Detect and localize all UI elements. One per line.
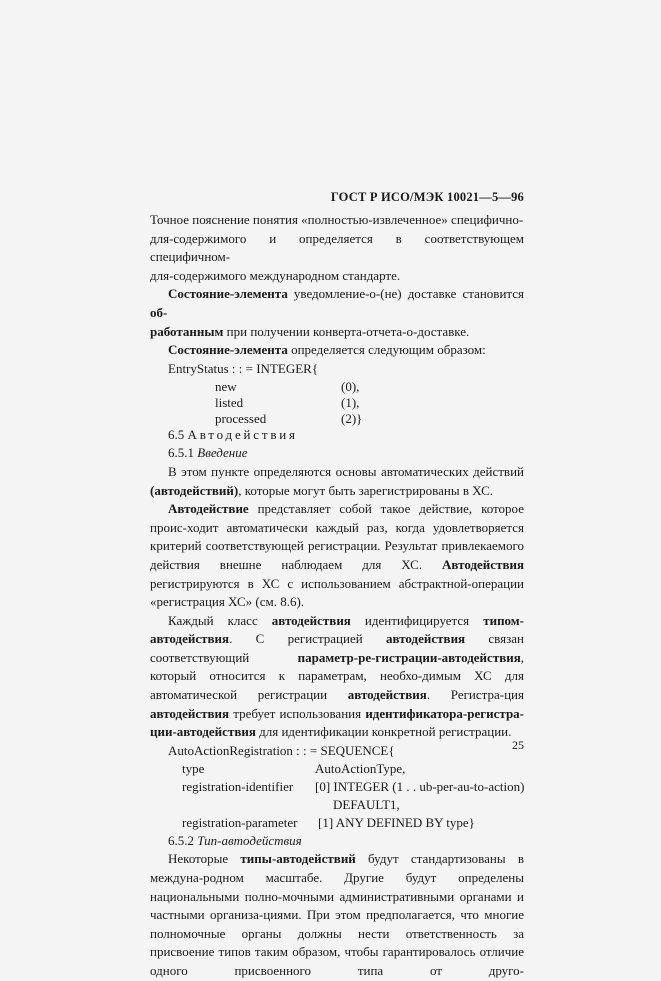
text: регистрируются в ХС с использованием абстрактной-операции «регистрация ХС» (см. 8.6). xyxy=(150,575,524,610)
section-title: Введение xyxy=(197,445,248,461)
term: параметр-ре-гистрации-автодействия xyxy=(297,649,521,665)
term: об- xyxy=(150,304,168,320)
term: (автодействий) xyxy=(150,482,239,498)
code-text: EntryStatus : : = INTEGER{ xyxy=(168,360,319,376)
entry-status-row xyxy=(150,394,524,410)
code-value: (1), xyxy=(341,394,360,410)
code-value: AutoActionType, xyxy=(315,760,406,776)
entry-status-row xyxy=(150,410,524,426)
body-text xyxy=(150,211,524,981)
term: идентификатора-регистра-ции-автодействия xyxy=(150,705,524,740)
text: Каждый класс xyxy=(168,612,272,628)
paragraph-3 xyxy=(150,341,524,360)
registration-row xyxy=(150,760,524,778)
registration-decl xyxy=(150,742,524,760)
text: при получении конверта-отчета-о-доставке. xyxy=(223,323,470,339)
entry-status-row xyxy=(150,378,524,394)
entry-status-decl xyxy=(150,360,524,378)
section-heading-6-5-1 xyxy=(150,444,524,463)
section-heading-6-5 xyxy=(150,426,524,445)
code-value: DEFAULT1, xyxy=(333,796,400,812)
term: типом-автодействия xyxy=(150,612,524,647)
paragraph-1 xyxy=(150,211,524,285)
text: уведомление-о-(не) доставке становится xyxy=(287,286,524,302)
code-name: new xyxy=(215,378,237,394)
term: Состояние-элемента xyxy=(168,286,288,302)
code-value: [1] ANY DEFINED BY type} xyxy=(318,814,475,830)
section-title: Автодействия xyxy=(187,426,298,442)
standard-header: ГОСТ Р ИСО/МЭК 10021—5—96 xyxy=(330,190,524,204)
text: . Регистра-ция xyxy=(426,687,524,703)
code-value: (0), xyxy=(341,378,360,394)
text: , который относится к параметрам, необхо-димым ХС для автоматической регистрации xyxy=(150,649,524,703)
line: для-содержимого международном стандарте. xyxy=(150,267,401,283)
term: работанным xyxy=(150,323,224,339)
section-number: 6.5 xyxy=(168,426,188,442)
code-name: registration-parameter xyxy=(182,814,298,830)
text: будут стандартизованы в междуна-родном масштабе. Другие будут определены национальными полно-мочными административными органами и частными организа-циями. При этом предполагается, что многие полномочные органы должны нести ответственность за присвоение типов таким образом, чтобы гарантировалось отличие одного присвоенного типа от друго- xyxy=(150,851,524,978)
section-number: 6.5.1 xyxy=(168,445,198,461)
code-name: processed xyxy=(215,410,267,426)
term: Состояние-элемента xyxy=(168,342,288,358)
term: Автодействия xyxy=(442,556,524,572)
term: автодействия xyxy=(386,631,466,647)
term: автодействия xyxy=(347,687,427,703)
text: идентифицируется xyxy=(350,612,484,628)
text: Некоторые xyxy=(168,851,241,867)
page-number: 25 xyxy=(512,738,524,752)
text: для идентификации конкретной регистрации. xyxy=(255,724,512,740)
text: . С регистрацией xyxy=(229,631,387,647)
registration-row xyxy=(150,814,524,832)
text: представляет собой такое действие, которое проис-ходит автоматически каждый раз, когда удовлетворяется критерий соответствующей регистрации. Результат привлекаемого действия внешне наблюдаем для ХС. xyxy=(150,501,524,572)
registration-row xyxy=(150,778,524,796)
registration-row xyxy=(150,796,524,814)
code-value: (2)} xyxy=(341,410,363,426)
paragraph-6 xyxy=(150,612,524,742)
code-text: AutoActionRegistration : : = SEQUENCE{ xyxy=(168,742,395,758)
section-number: 6.5.2 xyxy=(168,832,198,848)
term: типы-автодействий xyxy=(240,851,356,867)
paragraph-7 xyxy=(150,850,524,980)
section-heading-6-5-2 xyxy=(150,832,524,851)
text: определяется следующим образом: xyxy=(287,342,486,358)
text: связан соответствующий xyxy=(150,631,524,665)
paragraph-5 xyxy=(150,500,524,612)
line: для-содержимого и определяется в соответствующем специфичном- xyxy=(150,230,524,265)
term: Автодействие xyxy=(168,501,249,517)
code-name: listed xyxy=(215,394,244,410)
code-name: type xyxy=(182,760,205,776)
text: требует использования xyxy=(229,705,366,721)
text: В этом пункте определяются основы автоматических действий xyxy=(168,463,524,479)
line: Точное пояснение понятия «полностью-извлеченное» специфично- xyxy=(150,212,524,227)
term: автодействия xyxy=(150,705,230,721)
text: , которые могут быть зарегистрированы в ХС. xyxy=(238,482,494,498)
paragraph-2 xyxy=(150,285,524,341)
paragraph-4 xyxy=(150,463,524,500)
term: автодействия xyxy=(271,612,351,628)
code-name: registration-identifier xyxy=(182,778,294,794)
section-title: Тип-автодействия xyxy=(197,832,302,848)
code-value: [0] INTEGER (1 . . ub-per-au-to-action) xyxy=(315,778,525,794)
